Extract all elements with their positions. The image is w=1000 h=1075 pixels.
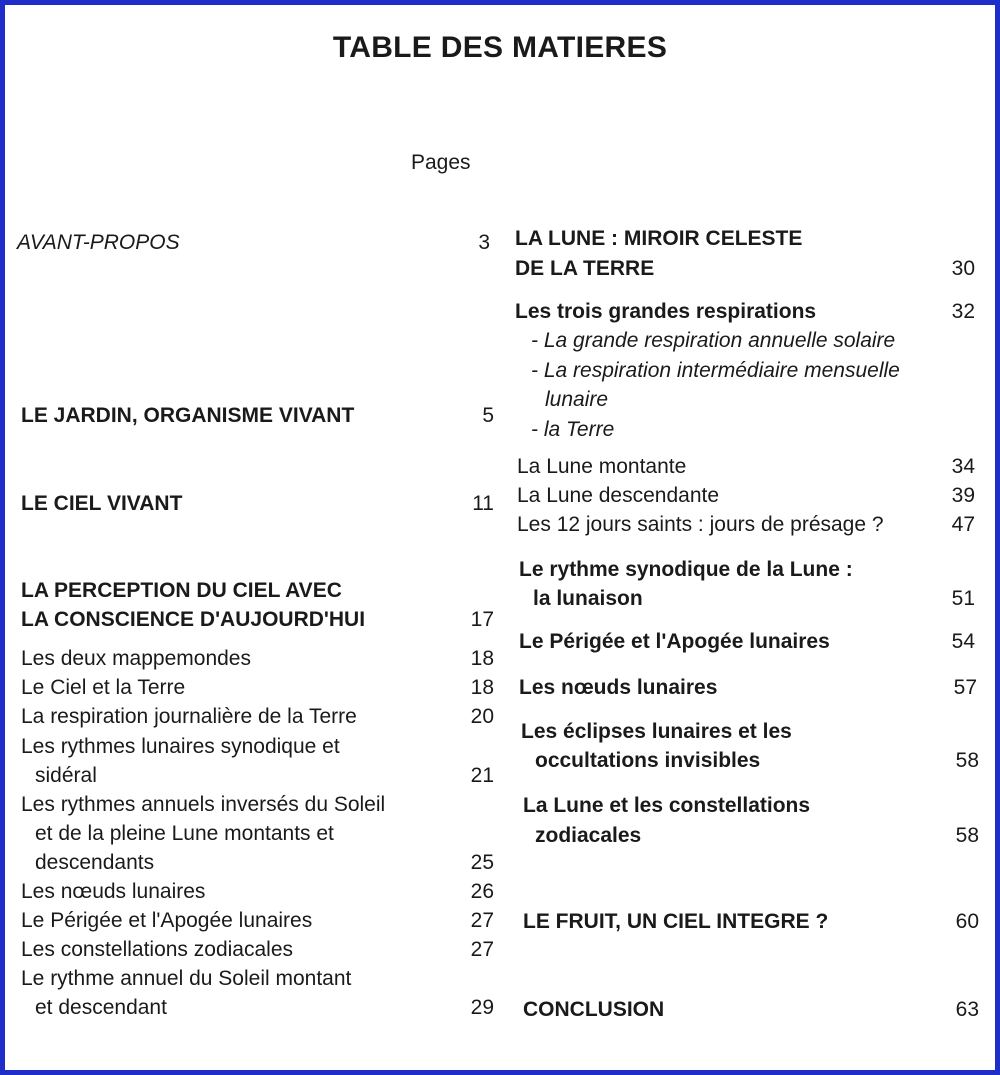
toc-entry-page: 32	[951, 300, 975, 323]
toc-entry-page: 20	[470, 705, 494, 728]
toc-entry-title-line2: DE LA TERRE	[515, 257, 655, 280]
toc-entry-page: 39	[951, 484, 975, 507]
toc-entry-title-line1: La Lune et les constellations	[523, 794, 811, 817]
toc-entry-title-line1: Les éclipses lunaires et les	[521, 720, 792, 743]
toc-entry-page: 18	[470, 676, 494, 699]
toc-entry-title: Le Ciel et la Terre	[21, 676, 186, 699]
toc-entry-page: 29	[470, 996, 494, 1019]
toc-entry-title-line2: et de la pleine Lune montants et	[35, 822, 334, 845]
toc-entry-title: Les nœuds lunaires	[519, 676, 718, 699]
toc-entry-title-line1: LA LUNE : MIROIR CELESTE	[515, 227, 803, 250]
toc-entry-page: 26	[470, 880, 494, 903]
toc-entry-page: 57	[953, 676, 977, 699]
toc-entry-title: Les 12 jours saints : jours de présage ?	[517, 513, 884, 536]
toc-entry-title-line1: Le rythme synodique de la Lune :	[519, 558, 853, 581]
toc-entry-page: 5	[482, 404, 494, 427]
toc-entry-title: La Lune descendante	[517, 484, 720, 507]
toc-entry-page: 17	[470, 608, 494, 631]
toc-entry-page: 58	[955, 749, 979, 772]
toc-entry-page: 63	[955, 998, 979, 1021]
toc-entry-title: Le Périgée et l'Apogée lunaires	[21, 909, 313, 932]
toc-entry-title-line2: occultations invisibles	[535, 749, 761, 772]
toc-entry-title: LE FRUIT, UN CIEL INTEGRE ?	[523, 910, 829, 933]
toc-entry-page: 18	[470, 647, 494, 670]
toc-entry-page: 27	[470, 938, 494, 961]
toc-entry-title: Le Périgée et l'Apogée lunaires	[519, 630, 830, 653]
toc-entry-title-line2: LA CONSCIENCE D'AUJOURD'HUI	[21, 608, 366, 631]
toc-entry-page: 3	[478, 231, 490, 254]
toc-entry-title: AVANT-PROPOS	[17, 231, 180, 254]
toc-entry-page: 34	[951, 455, 975, 478]
toc-entry-title: Les constellations zodiacales	[21, 938, 293, 961]
toc-entry-page: 54	[951, 630, 975, 653]
toc-entry-title-line3: descendants	[35, 851, 155, 874]
toc-entry-title: La Lune montante	[517, 455, 687, 478]
toc-entry-title: - La grande respiration annuelle solaire	[531, 329, 896, 352]
toc-entry-page: 60	[955, 910, 979, 933]
toc-entry-page: 30	[951, 257, 975, 280]
toc-entry-title: Les nœuds lunaires	[21, 880, 206, 903]
toc-entry-title: LE CIEL VIVANT	[21, 492, 183, 515]
toc-entry-page: 47	[951, 513, 975, 536]
toc-entry-page: 11	[472, 492, 494, 515]
page-title: TABLE DES MATIERES	[332, 31, 668, 64]
toc-entry-title-line2: zodiacales	[535, 824, 642, 847]
toc-entry-title-line2: et descendant	[35, 996, 167, 1019]
toc-entry-title-line1: Le rythme annuel du Soleil montant	[21, 967, 352, 990]
toc-entry-title-line1: Les rythmes lunaires synodique et	[21, 735, 340, 758]
toc-entry-title-line1: Les rythmes annuels inversés du Soleil	[21, 793, 386, 816]
toc-entry-page: 21	[470, 764, 494, 787]
toc-entry-page: 58	[955, 824, 979, 847]
toc-entry-title: Les trois grandes respirations	[515, 300, 817, 323]
toc-entry-title: Les deux mappemondes	[21, 647, 251, 670]
toc-entry-title-line1: - La respiration intermédiaire mensuelle	[531, 359, 900, 382]
toc-entry-title: La respiration journalière de la Terre	[21, 705, 357, 728]
toc-entry-title-line1: LA PERCEPTION DU CIEL AVEC	[21, 579, 342, 602]
toc-entry-title-line2: sidéral	[35, 764, 97, 787]
toc-entry-page: 27	[470, 909, 494, 932]
toc-entry-title: LE JARDIN, ORGANISME VIVANT	[21, 404, 355, 427]
toc-entry-title-line2: lunaire	[545, 388, 609, 411]
pages-column-label: Pages	[411, 151, 471, 174]
toc-entry-title-line2: la lunaison	[533, 587, 643, 610]
toc-entry-title: - la Terre	[531, 418, 615, 441]
toc-entry-page: 51	[951, 587, 975, 610]
toc-entry-title: CONCLUSION	[523, 998, 665, 1021]
toc-entry-page: 25	[470, 851, 494, 874]
